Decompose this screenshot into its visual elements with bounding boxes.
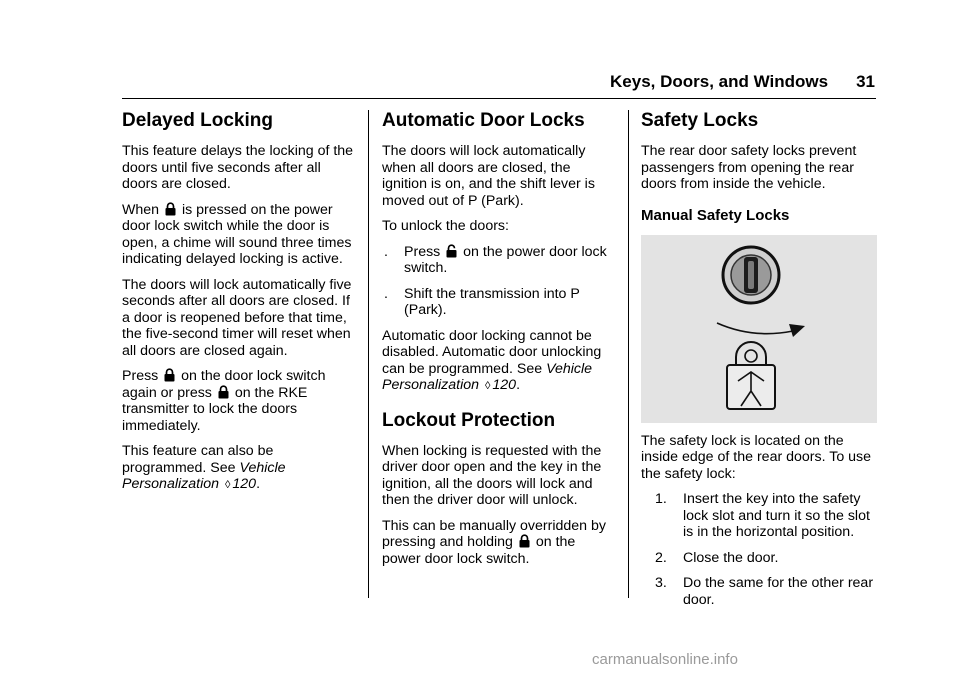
column-automatic-door-locks — [382, 109, 614, 576]
xref-link[interactable]: Vehicle Personalization ◊ 120 — [382, 360, 593, 393]
column-divider-1 — [368, 110, 369, 598]
paragraph: To unlock the doors: — [382, 218, 509, 234]
paragraph: This can be manually overridden by pressing and holding on the power door lock switch. — [382, 517, 606, 567]
bullet-list — [382, 244, 614, 319]
bullet-marker: . — [384, 285, 388, 302]
paragraph: When is pressed on the power door lock switch while the door is open, a chime will sound three times indicating delayed locking is active. — [122, 201, 352, 267]
column-divider-2 — [628, 110, 629, 598]
paragraph: When locking is requested with the driver door open and the key in the ignition, all the doors will lock and then the driver door will unlock. — [382, 442, 602, 508]
safety-lock-illustration — [641, 235, 877, 423]
safety-lock-diagram — [641, 235, 877, 423]
paragraph: Automatic door locking cannot be disabled. Automatic door unlocking can be programmed. See Vehicle Personalization ◊ 120. — [382, 327, 602, 393]
turn-direction-arrowhead — [789, 324, 805, 337]
paragraph: The doors will lock automatically when all doors are closed, the ignition is on, and the shift lever is moved out of P (Park). — [382, 143, 595, 209]
paragraph: The rear door safety locks prevent passengers from opening the rear doors from inside the vehicle. — [641, 143, 857, 192]
list-item: . Press on the power door lock switch. — [384, 243, 607, 276]
turn-direction-arrow-line — [717, 323, 793, 334]
heading-safety-locks: Safety Locks — [641, 110, 759, 131]
lock-icon — [218, 385, 229, 399]
subheading-manual-safety-locks: Manual Safety Locks — [641, 206, 790, 224]
header-title: Keys, Doors, and Windows — [610, 72, 829, 91]
lock-icon — [164, 368, 175, 382]
list-item: 3. Do the same for the other rear door. — [655, 575, 874, 608]
xref-link[interactable]: Vehicle Personalization ◊ 120 — [122, 459, 286, 492]
header-rule — [122, 98, 876, 99]
watermark: carmanualsonline.info — [592, 651, 738, 668]
page-reference-icon: ◊ — [484, 380, 491, 392]
lock-slot-highlight — [748, 261, 754, 289]
heading-lockout-protection: Lockout Protection — [382, 409, 556, 431]
list-item: 1. Insert the key into the safety lock slot and turn it so the slot is in the horizontal position. — [655, 491, 870, 540]
lock-icon — [519, 534, 530, 548]
list-item: . Shift the transmission into P (Park). — [384, 285, 580, 318]
lock-icon — [165, 202, 176, 216]
page-reference-icon: ◊ — [224, 479, 231, 491]
paragraph: The doors will lock automatically five seconds after all doors are closed. If a door is reopened before that time, the five-second timer will reset when all doors are closed again. — [122, 276, 352, 359]
paragraph: Press on the door lock switch again or press on the RKE transmitter to lock the doors immediately. — [122, 368, 326, 434]
paragraph: This feature delays the locking of the doors until five seconds after all doors are closed. — [122, 143, 354, 192]
heading-automatic-door-locks: Automatic Door Locks — [382, 110, 585, 131]
child-lock-symbol-icon — [727, 342, 775, 409]
column-safety-locks — [641, 109, 881, 617]
paragraph: The safety lock is located on the inside edge of the rear doors. To use the safety lock: — [641, 432, 872, 482]
page-header — [595, 72, 875, 92]
column-delayed-locking — [122, 109, 354, 503]
heading-delayed-locking: Delayed Locking — [122, 110, 273, 131]
bullet-marker: . — [384, 243, 388, 260]
page-number: 31 — [856, 72, 875, 91]
unlock-icon — [446, 244, 457, 258]
paragraph: This feature can also be programmed. See Vehicle Personalization ◊ 120. — [122, 443, 286, 492]
list-item: 2. Close the door. — [655, 549, 779, 566]
steps-list — [641, 491, 881, 608]
